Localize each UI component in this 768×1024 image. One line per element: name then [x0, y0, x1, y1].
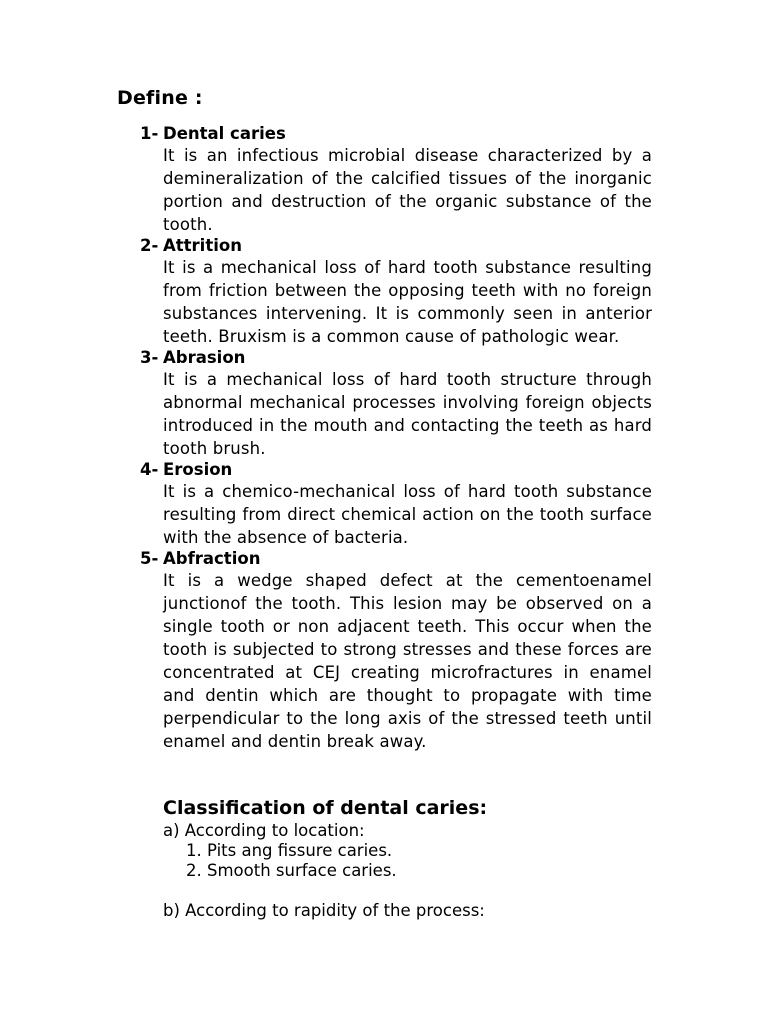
- classification-section-b: b) According to rapidity of the process:: [163, 901, 485, 920]
- definition-text: It is a mechanical loss of hard tooth structure through abnormal mechanical processes involving foreign objects introduced in the mouth and contacting the teeth as hard tooth brush.: [163, 370, 652, 458]
- definition-number: 3-: [140, 348, 159, 367]
- definition-term: Erosion: [163, 460, 233, 479]
- definition-number: 2-: [140, 236, 159, 255]
- definition-number: 5-: [140, 549, 159, 568]
- definitions-list: [140, 124, 652, 753]
- definition-item: [140, 549, 652, 753]
- definition-item: [140, 460, 652, 549]
- definition-title: [140, 348, 652, 368]
- definition-item: [140, 348, 652, 460]
- definition-title: [140, 124, 652, 144]
- definition-item: [140, 236, 652, 348]
- classification-item: 1. Pits ang fissure caries.: [186, 841, 393, 860]
- classification-section-a: a) According to location:: [163, 821, 365, 840]
- definition-term: Abfraction: [163, 549, 261, 568]
- definition-text: It is a chemico-mechanical loss of hard tooth substance resulting from direct chemical action on the tooth surface with the absence of bacteria.: [163, 482, 652, 547]
- page-heading: Define :: [117, 87, 203, 109]
- definition-term: Dental caries: [163, 124, 286, 143]
- definition-text: It is a mechanical loss of hard tooth substance resulting from friction between the opposing teeth with no foreign substances intervening. It is commonly seen in anterior teeth. Bruxism is a common cause of pathologic wear.: [163, 258, 652, 346]
- definition-number: 4-: [140, 460, 159, 479]
- definition-title: [140, 549, 652, 569]
- definition-title: [140, 460, 652, 480]
- definition-item: [140, 124, 652, 236]
- definition-term: Attrition: [163, 236, 242, 255]
- definition-number: 1-: [140, 124, 159, 143]
- classification-heading: Classification of dental caries:: [163, 797, 488, 819]
- definition-title: [140, 236, 652, 256]
- definition-text: It is a wedge shaped defect at the cementoenamel junctionof the tooth. This lesion may be observed on a single tooth or non adjacent teeth. This occur when the tooth is subjected to strong stresses and these forces are concentrated at CEJ creating microfractures in enamel and dentin which are thought to propagate with time perpendicular to the long axis of the stressed teeth until enamel and dentin break away.: [163, 571, 652, 751]
- classification-item: 2. Smooth surface caries.: [186, 861, 397, 880]
- definition-text: It is an infectious microbial disease characterized by a demineralization of the calcified tissues of the inorganic portion and destruction of the organic substance of the tooth.: [163, 146, 652, 234]
- definition-term: Abrasion: [163, 348, 246, 367]
